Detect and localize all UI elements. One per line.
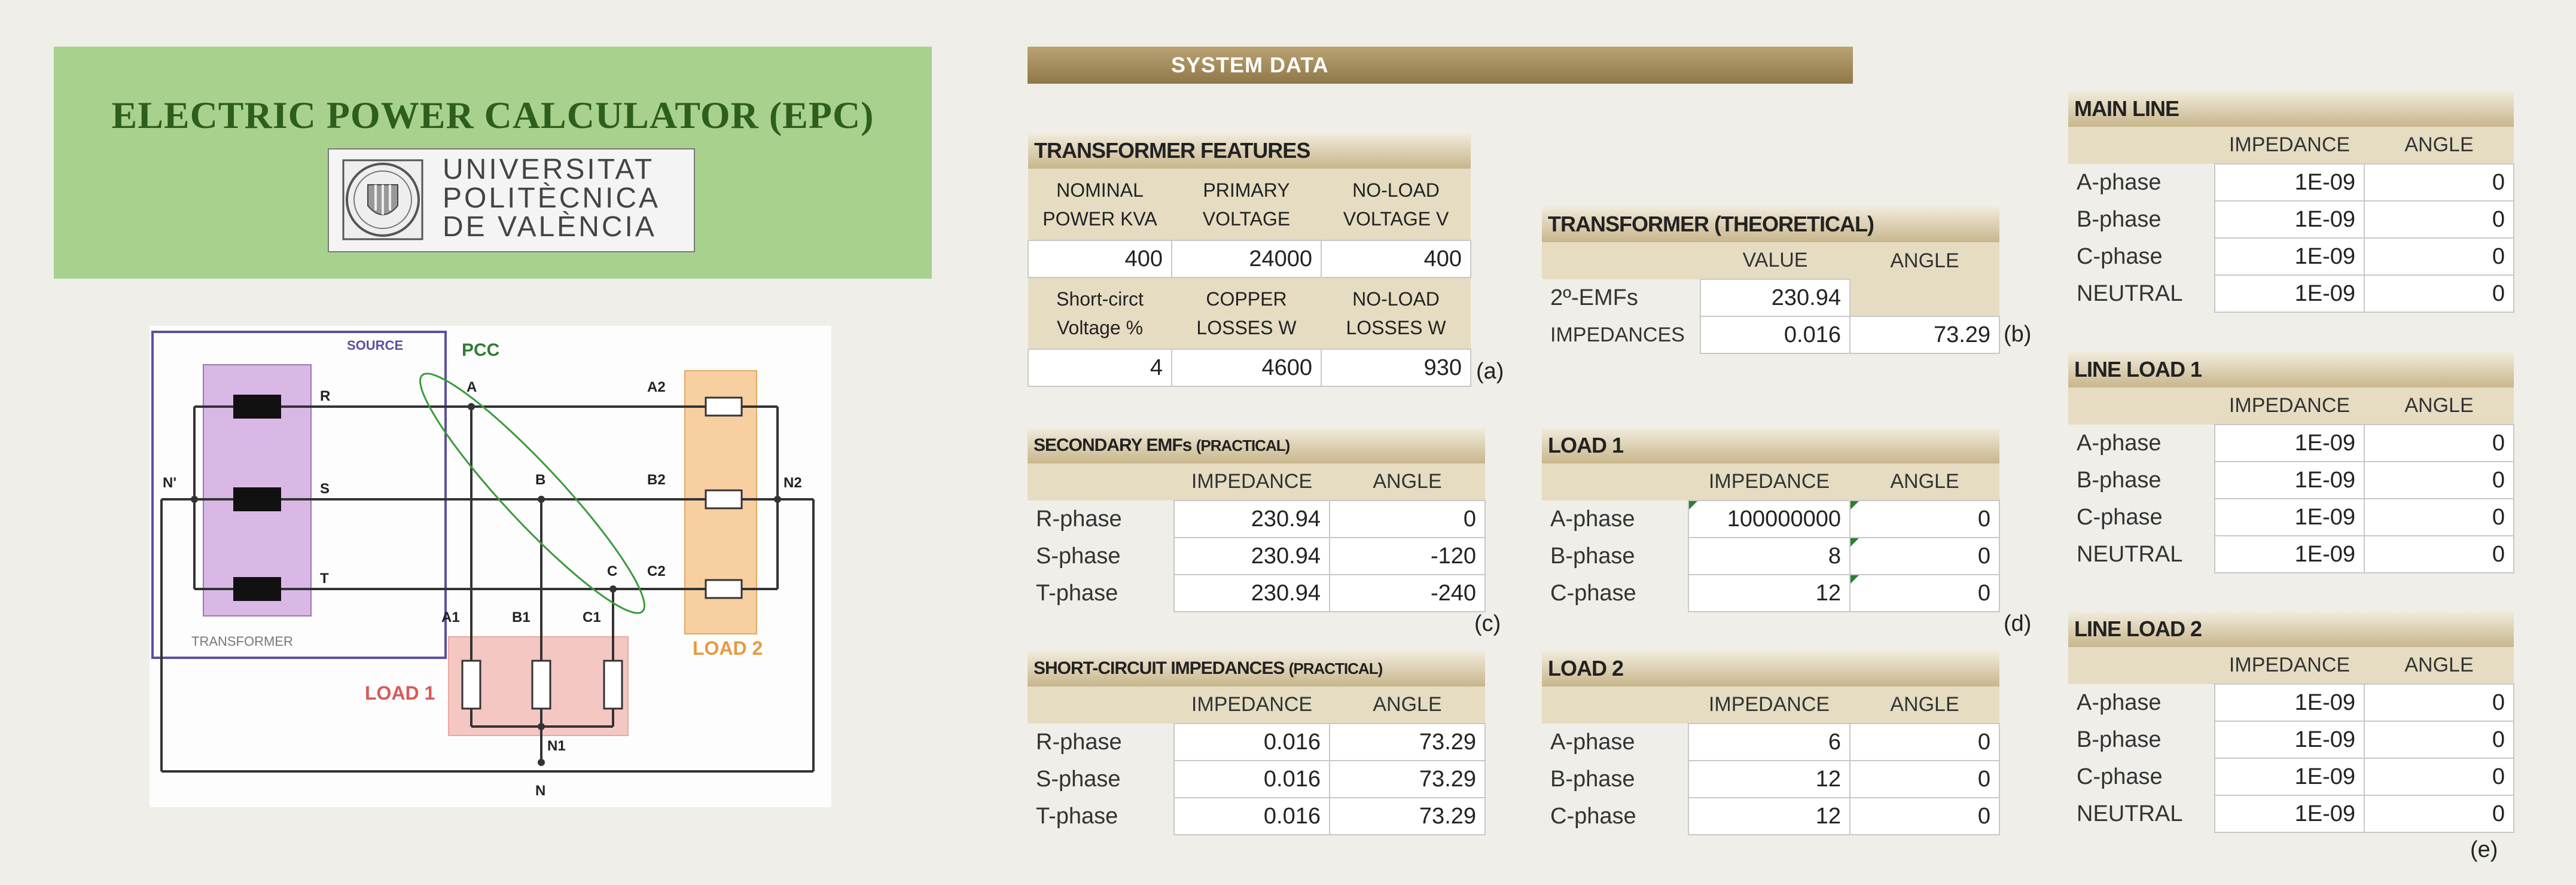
header-no-load-losses: NO-LOAD LOSSES W <box>1321 277 1471 349</box>
node-label-nprime: N' <box>163 475 177 491</box>
node-label-c2: C2 <box>647 563 666 579</box>
line-load2-table: LINE LOAD 2 IMPEDANCE ANGLE A-phase 1E-09 0 B-phase 1E-09 0 C-phase 1E-09 0 NEUTRAL 1E-09 0 <box>2068 611 2514 833</box>
header-copper-losses: COPPER LOSSES W <box>1172 277 1321 349</box>
load1-resistor-a-icon <box>462 661 480 709</box>
table-row: B-phase 12 0 <box>1542 761 1999 798</box>
table-row: B-phase 8 0 <box>1542 538 1999 575</box>
note-b: (b) <box>2004 322 2032 347</box>
header-nominal-power: NOMINAL POWER KVA <box>1028 169 1172 240</box>
line-load1-title: LINE LOAD 1 <box>2068 352 2514 387</box>
copper-losses-input[interactable]: 4600 <box>1172 349 1321 386</box>
short-circuit-voltage-input[interactable]: 4 <box>1028 349 1172 386</box>
table-row: R-phase 230.94 0 <box>1028 501 1485 538</box>
table-row: T-phase 230.94 -240 <box>1028 575 1485 612</box>
transformer-features-title: TRANSFORMER FEATURES <box>1028 133 1471 169</box>
table-row: 2º-EMFs 230.94 <box>1542 279 1999 316</box>
table-row: A-phase 100000000 0 <box>1542 501 1999 538</box>
app-title: ELECTRIC POWER CALCULATOR (EPC) <box>111 94 874 136</box>
note-d: (d) <box>2004 611 2032 636</box>
main-line-table: MAIN LINE IMPEDANCE ANGLE A-phase 1E-09 0 B-phase 1E-09 0 C-phase 1E-09 0 NEUTRAL 1E-09 0 <box>2068 91 2514 313</box>
short-circuit-impedances-table: SHORT-CIRCUIT IMPEDANCES (PRACTICAL) IMPEDANCE ANGLE R-phase 0.016 73.29 S-phase 0.016 73.29 T-phase 0.016 73.29 <box>1028 651 1486 835</box>
node-label-n2: N2 <box>784 475 802 491</box>
header-short-circuit-voltage: Short-circt Voltage % <box>1028 277 1172 349</box>
load1-label: LOAD 1 <box>365 682 435 704</box>
line-load2-title: LINE LOAD 2 <box>2068 611 2514 647</box>
table-row: A-phase 1E-09 0 <box>2068 684 2514 721</box>
table-row: B-phase 1E-09 0 <box>2068 201 2514 238</box>
system-data-banner <box>1028 47 1853 84</box>
node-label-c: C <box>607 563 618 579</box>
transformer-features-table <box>1028 133 1471 387</box>
node-label-b: B <box>535 472 546 488</box>
header-primary-voltage: PRIMARY VOLTAGE <box>1172 169 1321 240</box>
table-row: S-phase 0.016 73.29 <box>1028 761 1485 798</box>
primary-voltage-input[interactable]: 24000 <box>1172 240 1321 277</box>
logo-text: UNIVERSITAT POLITÈCNICA DE VALÈNCIA <box>443 154 661 243</box>
secondary-emfs-title: SECONDARY EMFs (PRACTICAL) <box>1028 428 1485 463</box>
transformer-theoretical-table <box>1542 206 2000 354</box>
load2-resistor-b-icon <box>706 490 742 508</box>
secondary-emfs-table: SECONDARY EMFs (PRACTICAL) IMPEDANCE ANGLE R-phase 230.94 0 S-phase 230.94 -120 T-phase 230.94 -240 <box>1028 428 1486 612</box>
no-load-voltage-input[interactable]: 400 <box>1321 240 1471 277</box>
header-no-load-voltage: NO-LOAD VOLTAGE V <box>1321 169 1471 240</box>
load2-label: LOAD 2 <box>693 637 763 659</box>
load1-table: LOAD 1 IMPEDANCE ANGLE A-phase 100000000 0 B-phase 8 0 C-phase 12 0 <box>1542 428 2000 612</box>
table-row: S-phase 230.94 -120 <box>1028 538 1485 575</box>
table-row: C-phase 1E-09 0 <box>2068 499 2514 536</box>
node-label-t: T <box>320 570 329 587</box>
col-angle: ANGLE <box>1850 242 1999 279</box>
node-label-n1: N1 <box>547 738 566 754</box>
table-row: R-phase 0.016 73.29 <box>1028 724 1485 761</box>
load2-resistor-c-icon <box>706 580 742 598</box>
table-row: IMPEDANCES 0.016 73.29 <box>1542 316 1999 353</box>
table-row: A-phase 6 0 <box>1542 724 1999 761</box>
winding-s-icon <box>233 487 281 511</box>
table-row: NEUTRAL 1E-09 0 <box>2068 795 2514 832</box>
node-label-a1: A1 <box>441 609 460 625</box>
node-label-a: A <box>467 379 477 395</box>
table-row: NEUTRAL 1E-09 0 <box>2068 536 2514 573</box>
system-data-title: SYSTEM DATA <box>1171 53 1329 77</box>
node-label-c1: C1 <box>583 609 601 625</box>
short-circuit-title: SHORT-CIRCUIT IMPEDANCES (PRACTICAL) <box>1028 651 1485 686</box>
load2-table: LOAD 2 IMPEDANCE ANGLE A-phase 6 0 B-phase 12 0 C-phase 12 0 <box>1542 651 2000 835</box>
main-line-title: MAIN LINE <box>2068 91 2514 127</box>
table-row: C-phase 12 0 <box>1542 575 1999 612</box>
table-row: C-phase 1E-09 0 <box>2068 758 2514 795</box>
note-a: (a) <box>1476 359 1504 384</box>
table-row: T-phase 0.016 73.29 <box>1028 798 1485 835</box>
source-label: SOURCE <box>347 338 404 353</box>
node-label-b1: B1 <box>512 609 531 625</box>
load1-resistor-b-icon <box>532 661 550 709</box>
circuit-diagram <box>150 326 831 807</box>
table-row: B-phase 1E-09 0 <box>2068 721 2514 758</box>
pcc-label: PCC <box>462 340 500 360</box>
node-label-a2: A2 <box>647 379 666 395</box>
transformer-theoretical-title: TRANSFORMER (THEORETICAL) <box>1542 206 1999 242</box>
load1-title: LOAD 1 <box>1542 428 1999 463</box>
table-row: B-phase 1E-09 0 <box>2068 462 2514 499</box>
note-c: (c) <box>1474 611 1501 636</box>
table-row: NEUTRAL 1E-09 0 <box>2068 275 2514 312</box>
table-row: C-phase 12 0 <box>1542 798 1999 835</box>
nominal-power-input[interactable]: 400 <box>1028 240 1172 277</box>
node-label-n: N <box>535 783 546 799</box>
load1-resistor-c-icon <box>604 661 622 709</box>
table-row: C-phase 1E-09 0 <box>2068 238 2514 275</box>
col-value: VALUE <box>1700 242 1850 279</box>
winding-r-icon <box>233 395 281 419</box>
no-load-losses-input[interactable]: 930 <box>1321 349 1471 386</box>
university-logo <box>328 148 695 252</box>
seal-icon <box>341 158 425 242</box>
title-panel <box>54 47 932 279</box>
node-label-b2: B2 <box>647 472 666 488</box>
table-row: A-phase 1E-09 0 <box>2068 425 2514 462</box>
load2-title: LOAD 2 <box>1542 651 1999 686</box>
table-row: A-phase 1E-09 0 <box>2068 164 2514 201</box>
node-label-s: S <box>320 481 330 497</box>
winding-t-icon <box>233 577 281 601</box>
transformer-label: TRANSFORMER <box>191 634 293 649</box>
load2-resistor-a-icon <box>706 398 742 416</box>
note-e: (e) <box>2470 837 2498 862</box>
node-label-r: R <box>320 388 331 404</box>
line-load1-table: LINE LOAD 1 IMPEDANCE ANGLE A-phase 1E-09 0 B-phase 1E-09 0 C-phase 1E-09 0 NEUTRAL 1E-09 0 <box>2068 352 2514 573</box>
